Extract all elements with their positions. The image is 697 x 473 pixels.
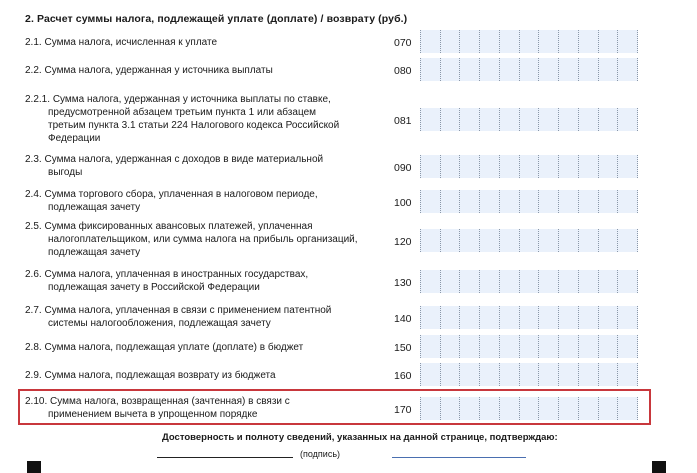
digit-cell[interactable]: [559, 270, 579, 293]
digit-cell[interactable]: [559, 108, 579, 131]
digit-cell[interactable]: [441, 363, 461, 386]
digit-cell[interactable]: [441, 270, 461, 293]
digit-cell[interactable]: [559, 363, 579, 386]
line-code: 120: [394, 236, 412, 248]
row-label-line: 2.2.1.: [25, 94, 51, 105]
row-label-line: 2.5.: [25, 221, 42, 232]
amount-input-090[interactable]: [420, 155, 638, 178]
amount-input-140[interactable]: [420, 306, 638, 329]
line-code: 090: [394, 162, 412, 174]
signature-line: [157, 457, 293, 458]
certification-text: Достоверность и полноту сведений, указанных на данной странице, подтверждаю:: [162, 432, 558, 443]
row-label-text: Сумма налога, подлежащая возврату из бюджета: [44, 370, 276, 381]
digit-cell[interactable]: [520, 306, 540, 329]
digit-cell[interactable]: [441, 306, 461, 329]
digit-cell[interactable]: [480, 270, 500, 293]
digit-cell[interactable]: [539, 190, 559, 213]
digit-cell[interactable]: [539, 229, 559, 252]
digit-cell[interactable]: [480, 190, 500, 213]
digit-cell[interactable]: [520, 190, 540, 213]
digit-cell[interactable]: [500, 30, 520, 53]
digit-cell[interactable]: [420, 306, 441, 329]
row-label-continuation: подлежащая зачету: [48, 247, 141, 258]
digit-cell[interactable]: [520, 108, 540, 131]
digit-cell[interactable]: [618, 108, 638, 131]
digit-cell[interactable]: [480, 306, 500, 329]
row-label-line: 2.6.: [25, 269, 42, 280]
digit-cell[interactable]: [618, 58, 638, 81]
digit-cell[interactable]: [599, 306, 619, 329]
digit-cell[interactable]: [618, 335, 638, 358]
row-label-continuation: применением вычета в упрощенном порядке: [48, 409, 258, 420]
row-label-text: Сумма торгового сбора, уплаченная в налоговом периоде,: [44, 189, 318, 200]
digit-cell[interactable]: [599, 155, 619, 178]
row-label: [25, 153, 385, 179]
digit-cell[interactable]: [559, 335, 579, 358]
digit-cell[interactable]: [618, 306, 638, 329]
digit-cell[interactable]: [618, 270, 638, 293]
corner-marker-right: [652, 461, 666, 473]
digit-cell[interactable]: [520, 30, 540, 53]
digit-cell[interactable]: [460, 270, 480, 293]
row-label-continuation: подлежащая зачету в Российской Федерации: [48, 282, 260, 293]
digit-cell[interactable]: [618, 190, 638, 213]
row-label-text: Сумма налога, удержанная у источника выплаты: [44, 65, 273, 76]
digit-cell[interactable]: [520, 270, 540, 293]
amount-input-120[interactable]: [420, 229, 638, 252]
row-label-line: 2.4.: [25, 189, 42, 200]
digit-cell[interactable]: [599, 30, 619, 53]
digit-cell[interactable]: [500, 190, 520, 213]
row-label-continuation: налогоплательщиком, или сумма налога на прибыль организаций,: [48, 234, 358, 245]
row-label-line: 2.7.: [25, 305, 42, 316]
digit-cell[interactable]: [441, 58, 461, 81]
digit-cell[interactable]: [579, 108, 599, 131]
row-label-line: 2.10.: [25, 396, 48, 407]
digit-cell[interactable]: [559, 155, 579, 178]
date-line[interactable]: [392, 457, 526, 458]
row-label-text: Сумма налога, возвращенная (зачтенная) в связи с: [50, 396, 290, 407]
row-label-text: Сумма налога, уплаченная в иностранных государствах,: [44, 269, 309, 280]
digit-cell[interactable]: [500, 108, 520, 131]
digit-cell[interactable]: [460, 229, 480, 252]
row-170-highlight: [18, 389, 651, 425]
digit-cell[interactable]: [559, 190, 579, 213]
digit-cell[interactable]: [460, 306, 480, 329]
digit-cell[interactable]: [520, 363, 540, 386]
digit-cell[interactable]: [420, 335, 441, 358]
row-label: [25, 304, 385, 330]
digit-cell[interactable]: [480, 229, 500, 252]
amount-input-081[interactable]: [420, 108, 638, 131]
line-code: 081: [394, 115, 412, 127]
digit-cell[interactable]: [559, 306, 579, 329]
row-label-line: 2.1.: [25, 37, 42, 48]
digit-cell[interactable]: [559, 229, 579, 252]
line-code: 170: [394, 404, 412, 416]
digit-cell[interactable]: [441, 30, 461, 53]
digit-cell[interactable]: [460, 155, 480, 178]
row-label-line: 2.8.: [25, 342, 42, 353]
row-label: [25, 36, 385, 49]
row-label: [25, 268, 385, 294]
digit-cell[interactable]: [500, 270, 520, 293]
digit-cell[interactable]: [559, 58, 579, 81]
digit-cell[interactable]: [579, 190, 599, 213]
signature-caption: (подпись): [300, 449, 341, 459]
line-code: 070: [394, 37, 412, 49]
digit-cell[interactable]: [579, 270, 599, 293]
digit-cell[interactable]: [480, 155, 500, 178]
amount-input-160[interactable]: [420, 363, 638, 386]
row-label-line: 2.3.: [25, 154, 42, 165]
digit-cell[interactable]: [480, 30, 500, 53]
digit-cell[interactable]: [520, 155, 540, 178]
digit-cell[interactable]: [441, 155, 461, 178]
digit-cell[interactable]: [480, 108, 500, 131]
digit-cell[interactable]: [520, 229, 540, 252]
amount-input-100[interactable]: [420, 190, 638, 213]
row-label-text: Сумма налога, уплаченная в связи с применением патентной: [44, 305, 332, 316]
digit-cell[interactable]: [460, 335, 480, 358]
digit-cell[interactable]: [460, 58, 480, 81]
row-label-continuation: Федерации: [48, 133, 101, 144]
row-label-line: 2.9.: [25, 370, 42, 381]
line-code: 080: [394, 65, 412, 77]
digit-cell[interactable]: [441, 108, 461, 131]
digit-cell[interactable]: [420, 30, 441, 53]
digit-cell[interactable]: [599, 58, 619, 81]
amount-input-130[interactable]: [420, 270, 638, 293]
row-label-text: Сумма налога, исчисленная к уплате: [44, 37, 218, 48]
digit-cell[interactable]: [618, 363, 638, 386]
digit-cell[interactable]: [500, 363, 520, 386]
digit-cell[interactable]: [599, 190, 619, 213]
digit-cell[interactable]: [420, 229, 441, 252]
line-code: 100: [394, 197, 412, 209]
row-label: [25, 341, 385, 354]
digit-cell[interactable]: [420, 155, 441, 178]
line-code: 140: [394, 313, 412, 325]
line-code: 130: [394, 277, 412, 289]
section-title: 2. Расчет суммы налога, подлежащей уплате (доплате) / возврату (руб.): [25, 13, 408, 25]
digit-cell[interactable]: [480, 335, 500, 358]
row-label-text: Сумма налога, подлежащая уплате (доплате) в бюджет: [44, 342, 304, 353]
row-label-line: 2.2.: [25, 65, 42, 76]
digit-cell[interactable]: [420, 190, 441, 213]
digit-cell[interactable]: [579, 155, 599, 178]
row-label-text: Сумма налога, удержанная с доходов в виде материальной: [44, 154, 324, 165]
digit-cell[interactable]: [539, 58, 559, 81]
row-label-continuation: подлежащая зачету: [48, 202, 141, 213]
digit-cell[interactable]: [579, 58, 599, 81]
digit-cell[interactable]: [420, 363, 441, 386]
digit-cell[interactable]: [520, 335, 540, 358]
digit-cell[interactable]: [618, 30, 638, 53]
digit-cell[interactable]: [500, 58, 520, 81]
row-label-continuation: системы налогообложения, подлежащая зачету: [48, 318, 271, 329]
digit-cell[interactable]: [441, 229, 461, 252]
row-label-text: Сумма налога, удержанная у источника выплаты по ставке,: [52, 94, 331, 105]
digit-cell[interactable]: [420, 58, 441, 81]
row-label: [25, 188, 385, 214]
digit-cell[interactable]: [420, 270, 441, 293]
digit-cell[interactable]: [500, 306, 520, 329]
digit-cell[interactable]: [599, 229, 619, 252]
digit-cell[interactable]: [460, 30, 480, 53]
digit-cell[interactable]: [539, 363, 559, 386]
amount-input-080[interactable]: [420, 58, 638, 81]
digit-cell[interactable]: [539, 30, 559, 53]
digit-cell[interactable]: [520, 58, 540, 81]
digit-cell[interactable]: [480, 363, 500, 386]
digit-cell[interactable]: [441, 190, 461, 213]
digit-cell[interactable]: [599, 270, 619, 293]
digit-cell[interactable]: [460, 190, 480, 213]
digit-cell[interactable]: [500, 335, 520, 358]
digit-cell[interactable]: [599, 335, 619, 358]
line-code: 160: [394, 370, 412, 382]
digit-cell[interactable]: [460, 363, 480, 386]
digit-cell[interactable]: [539, 155, 559, 178]
row-label: [25, 220, 385, 259]
digit-cell[interactable]: [579, 363, 599, 386]
digit-cell[interactable]: [420, 108, 441, 131]
digit-cell[interactable]: [539, 335, 559, 358]
digit-cell[interactable]: [599, 108, 619, 131]
amount-input-150[interactable]: [420, 335, 638, 358]
line-code: 150: [394, 342, 412, 354]
row-label-continuation: выгоды: [48, 167, 83, 178]
digit-cell[interactable]: [579, 306, 599, 329]
row-label-continuation: предусмотренной абзацем третьим пункта 1 или абзацем: [48, 107, 317, 118]
digit-cell[interactable]: [579, 30, 599, 53]
digit-cell[interactable]: [599, 363, 619, 386]
digit-cell[interactable]: [618, 155, 638, 178]
amount-input-070[interactable]: [420, 30, 638, 53]
digit-cell[interactable]: [539, 306, 559, 329]
row-label-continuation: третьим пункта 3.1 статьи 224 Налогового кодекса Российской: [48, 120, 340, 131]
digit-cell[interactable]: [539, 270, 559, 293]
digit-cell[interactable]: [579, 229, 599, 252]
digit-cell[interactable]: [579, 335, 599, 358]
row-label: [25, 93, 385, 145]
digit-cell[interactable]: [500, 155, 520, 178]
row-label: [25, 64, 385, 77]
row-label-text: Сумма фиксированных авансовых платежей, уплаченная: [44, 221, 313, 232]
digit-cell[interactable]: [500, 229, 520, 252]
row-label: [25, 369, 385, 382]
digit-cell[interactable]: [539, 108, 559, 131]
digit-cell[interactable]: [441, 335, 461, 358]
digit-cell[interactable]: [480, 58, 500, 81]
digit-cell[interactable]: [460, 108, 480, 131]
digit-cell[interactable]: [559, 30, 579, 53]
corner-marker-left: [27, 461, 41, 473]
digit-cell[interactable]: [618, 229, 638, 252]
